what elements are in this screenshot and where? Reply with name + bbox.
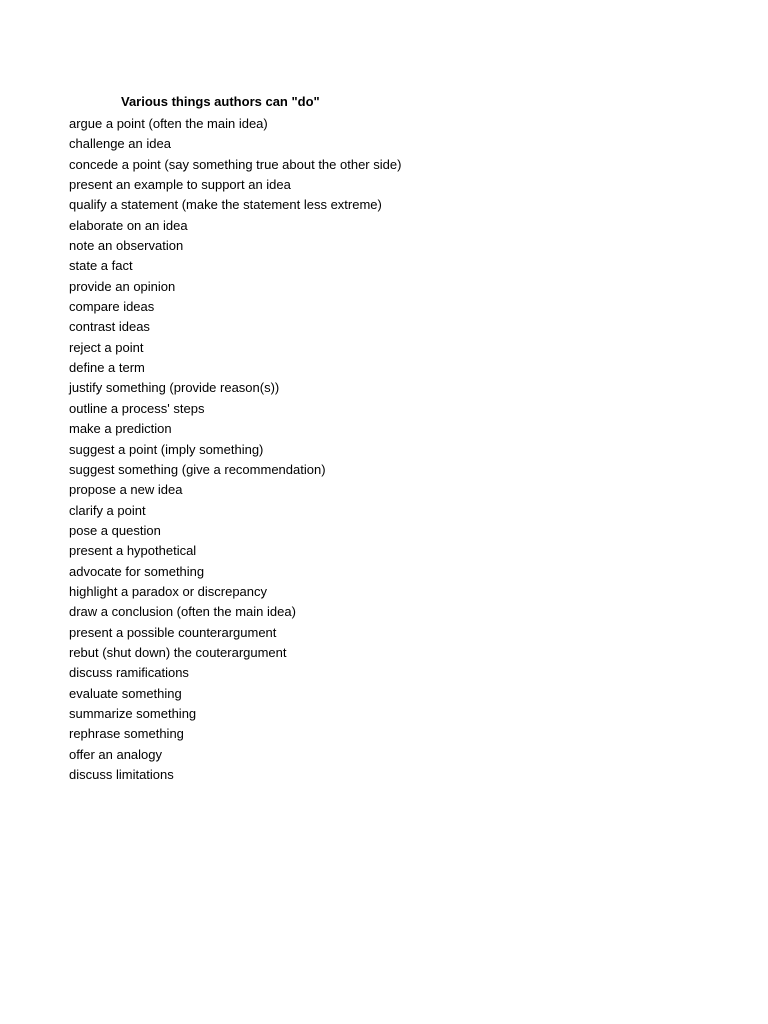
list-item: rebut (shut down) the couterargument: [69, 644, 287, 660]
list-item: justify something (provide reason(s)): [69, 380, 280, 396]
list-item: define a term: [69, 360, 145, 376]
list-item: note an observation: [69, 238, 184, 254]
list-item: propose a new idea: [69, 482, 183, 498]
list-item: rephrase something: [69, 726, 184, 742]
document-title: Various things authors can "do": [121, 94, 320, 109]
list-item: challenge an idea: [69, 136, 171, 152]
list-item: state a fact: [69, 258, 133, 274]
author-actions-list: [69, 114, 401, 785]
list-item: suggest something (give a recommendation): [69, 461, 326, 477]
list-item: discuss ramifications: [69, 665, 189, 681]
list-item: clarify a point: [69, 502, 146, 518]
list-item: suggest a point (imply something): [69, 441, 264, 457]
list-item: present an example to support an idea: [69, 177, 291, 193]
list-item: discuss limitations: [69, 767, 174, 782]
list-item: argue a point (often the main idea): [69, 116, 268, 131]
list-item: draw a conclusion (often the main idea): [69, 604, 296, 620]
list-item: advocate for something: [69, 563, 205, 579]
list-item: highlight a paradox or discrepancy: [69, 583, 268, 599]
list-item: summarize something: [69, 705, 197, 721]
list-item: provide an opinion: [69, 278, 176, 294]
list-item: evaluate something: [69, 685, 182, 701]
list-item: make a prediction: [69, 421, 172, 437]
list-item: reject a point: [69, 339, 144, 355]
list-item: pose a question: [69, 522, 161, 538]
list-item: outline a process' steps: [69, 400, 205, 416]
list-item: offer an analogy: [69, 746, 162, 762]
list-item: concede a point (say something true about the other side): [69, 156, 402, 172]
list-item: compare ideas: [69, 299, 155, 315]
list-item: present a hypothetical: [69, 543, 197, 559]
list-item: contrast ideas: [69, 319, 150, 335]
list-item: qualify a statement (make the statement less extreme): [69, 197, 382, 213]
list-item: present a possible counterargument: [69, 624, 277, 640]
list-item: elaborate on an idea: [69, 217, 188, 233]
